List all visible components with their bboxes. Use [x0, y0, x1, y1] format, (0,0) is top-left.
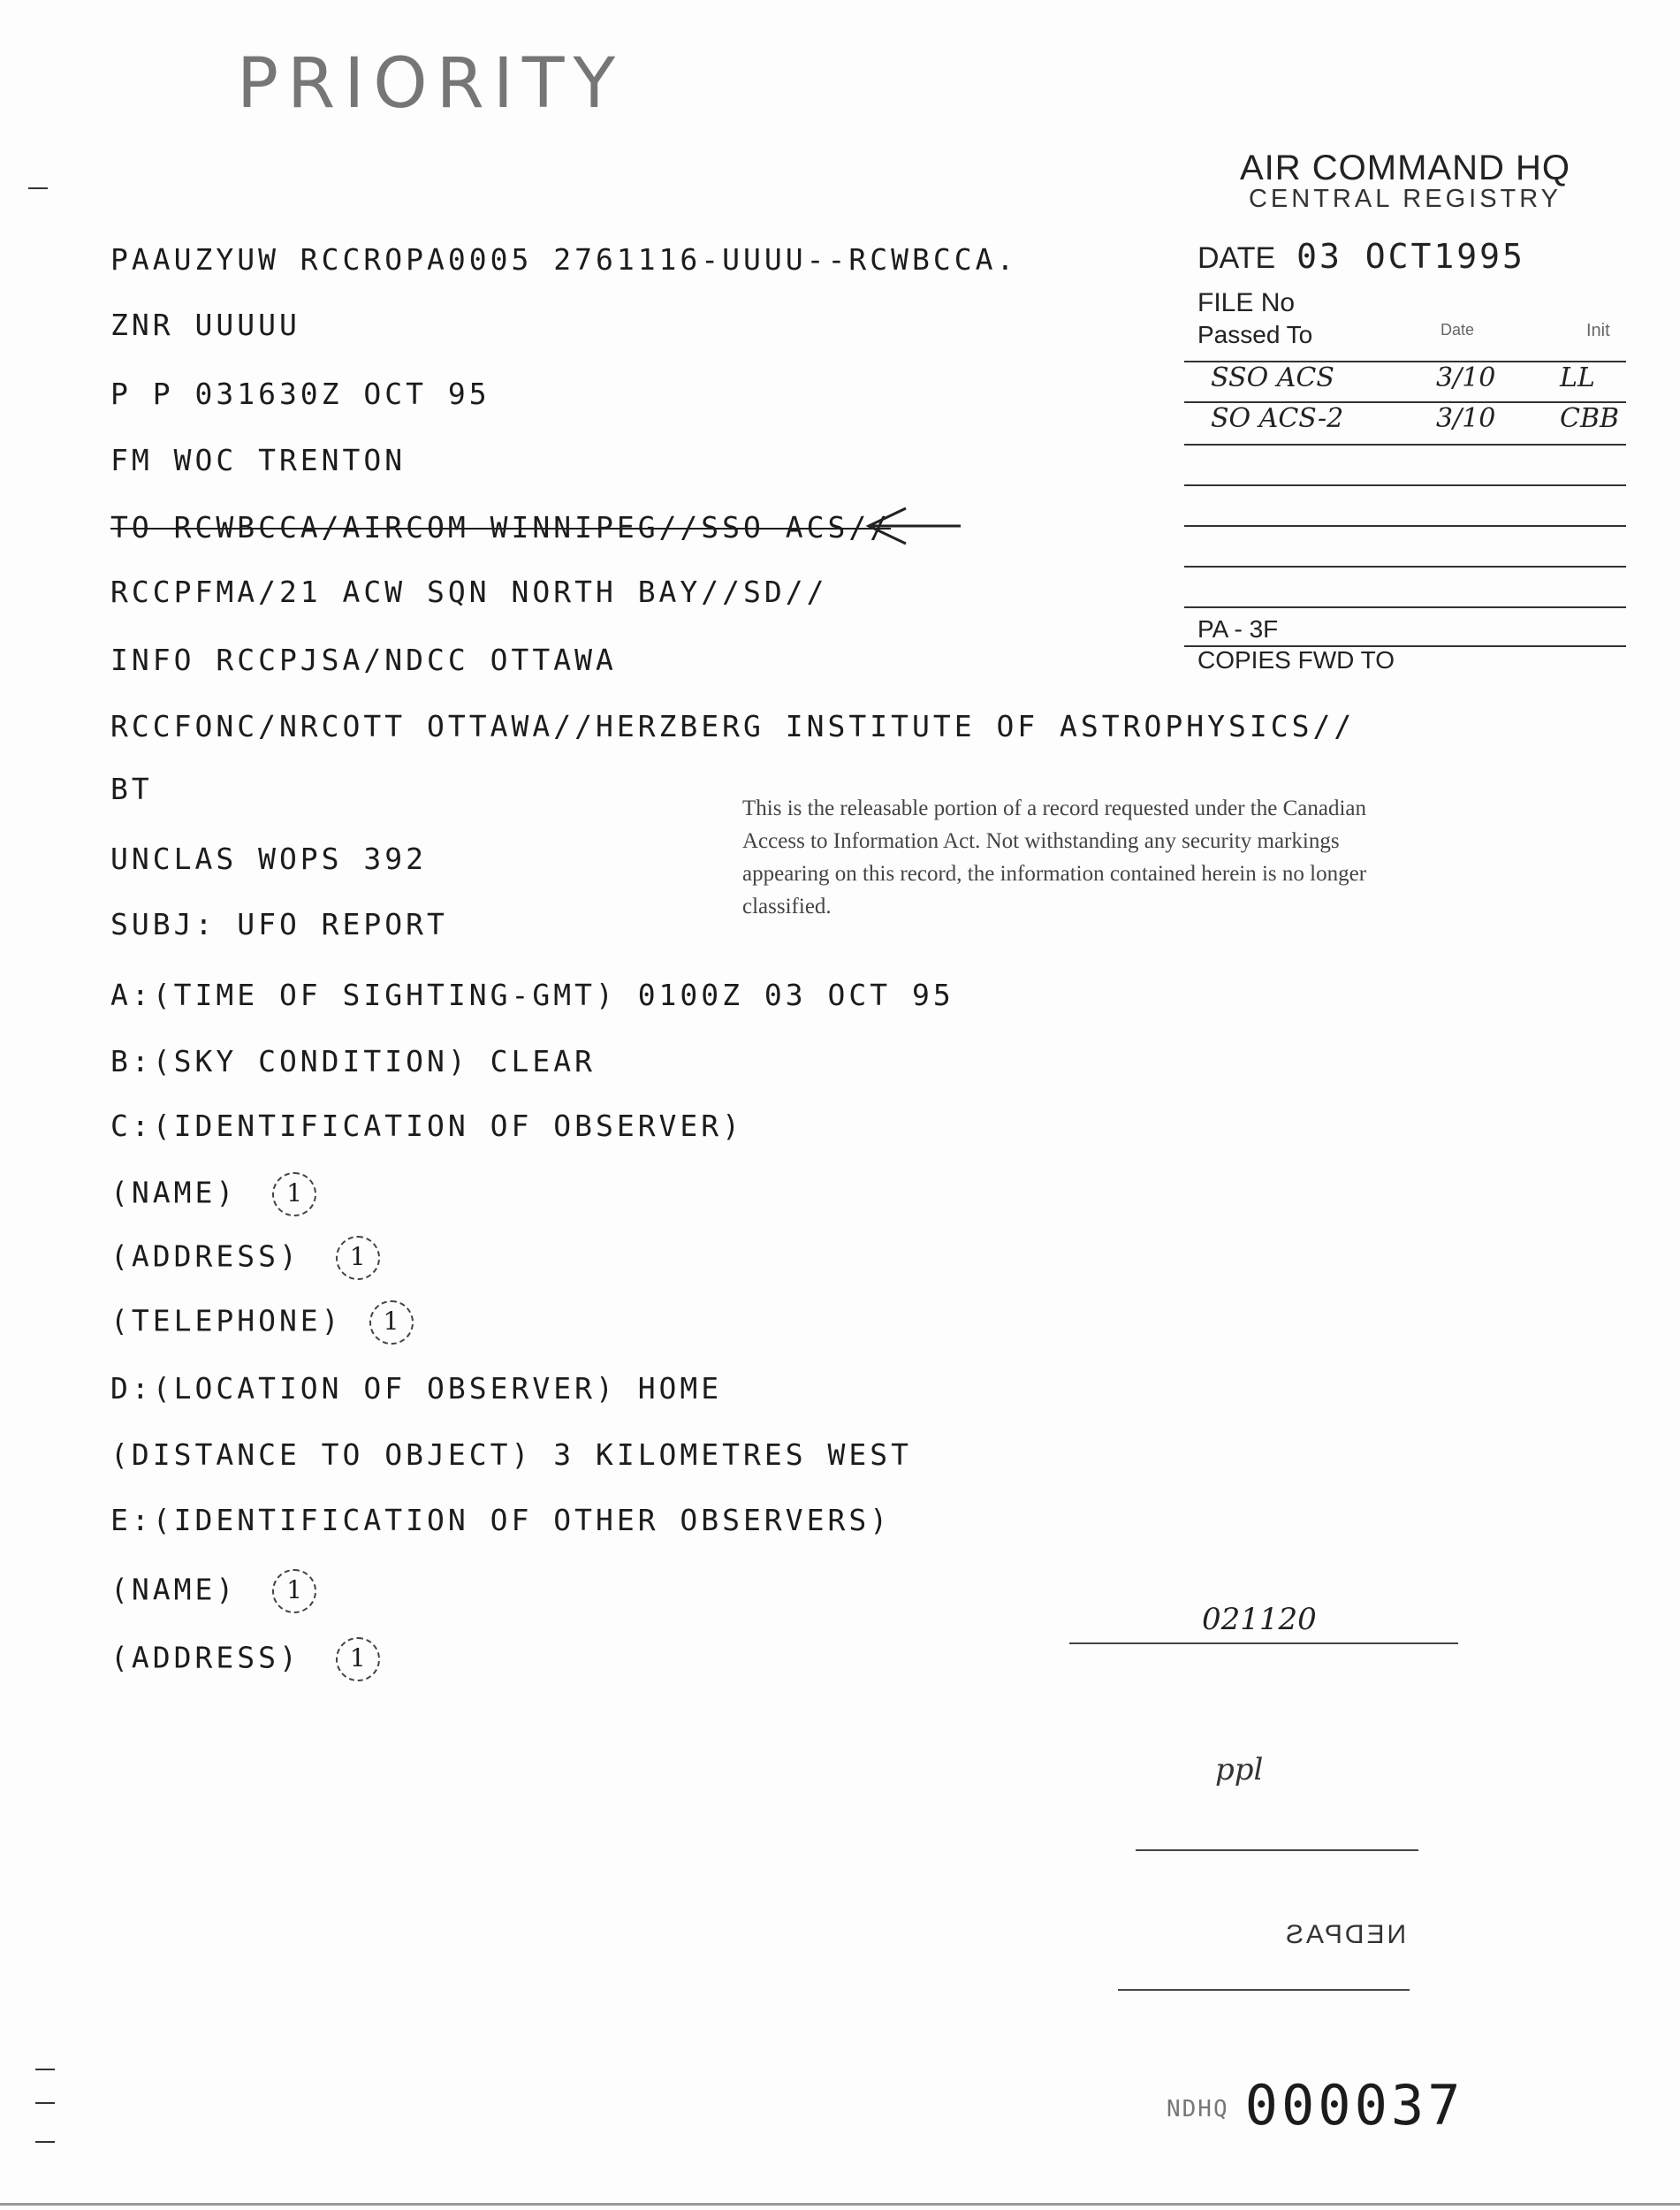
distance-line: (DISTANCE TO OBJECT) 3 KILOMETRES WEST: [110, 1437, 912, 1472]
precedence-line: P P 031630Z OCT 95: [110, 377, 490, 411]
info-line: INFO RCCPJSA/NDCC OTTAWA: [110, 643, 617, 677]
observer-name-label: (NAME): [110, 1175, 238, 1210]
received-stamp: NEDPAS: [1283, 1920, 1407, 1949]
znr-line: ZNR UUUUU: [110, 308, 300, 342]
stamp-file-label: FILE No: [1197, 288, 1296, 317]
release-notice: This is the releasable portion of a record requested under the Canadian Access to Information Act. Not withstanding any security markings appearing on this record, the information contained herein is no longer classified.: [742, 796, 1367, 918]
exemption-mark: 1: [272, 1172, 316, 1216]
registry-stamp: [1184, 149, 1626, 674]
stamp-rule: [1184, 484, 1626, 486]
observer-telephone-label: (TELEPHONE): [110, 1303, 343, 1338]
scan-bottom-edge: [0, 2203, 1680, 2206]
scan-mark: [35, 2069, 55, 2070]
priority-stamp: PRIORITY: [237, 44, 625, 124]
scan-mark: [28, 187, 48, 189]
exemption-mark: 1: [369, 1300, 414, 1345]
observer-address-label: (ADDRESS): [110, 1238, 300, 1274]
sky-condition-line: B:(SKY CONDITION) CLEAR: [110, 1044, 596, 1078]
info-line-2: RCCFONC/NRCOTT OTTAWA//HERZBERG INSTITUTE OF ASTROPHYSICS//: [110, 709, 1356, 743]
exemption-mark: 1: [336, 1236, 380, 1280]
page-number-value: 000037: [1244, 2073, 1464, 2138]
stamp-rule: [1184, 566, 1626, 568]
observer-name-line: [110, 1172, 316, 1216]
stamp-entry-to: SSO ACS: [1211, 362, 1334, 393]
annotation-rule: [1136, 1849, 1418, 1851]
bt-line: BT: [110, 772, 153, 806]
scan-mark: [35, 2141, 55, 2143]
page-number: [1167, 2073, 1464, 2138]
subject-line: SUBJ: UFO REPORT: [110, 907, 448, 941]
annotation-rule: [1118, 1989, 1410, 1991]
to-line-text: TO RCWBCCA/AIRCOM WINNIPEG//SSO ACS//: [110, 510, 892, 545]
stamp-title: AIR COMMAND HQ: [1240, 149, 1570, 187]
handwritten-initials: ppl: [1215, 1752, 1264, 1787]
stamp-passed-to: [1197, 321, 1610, 349]
stamp-pa-label: PA - 3F: [1197, 615, 1279, 643]
stamp-entry-init: LL: [1560, 362, 1595, 393]
stamp-copies-label: COPIES FWD TO: [1197, 646, 1395, 674]
stamp-rule: [1184, 525, 1626, 527]
annotation-rule: [1069, 1642, 1458, 1644]
stamp-rule: [1184, 444, 1626, 446]
stamp-rule: [1184, 606, 1626, 608]
stamp-date-value: 03 OCT1995: [1296, 237, 1525, 276]
stamp-entry-to: SO ACS-2: [1211, 403, 1344, 434]
stamp-date: [1197, 237, 1525, 276]
stamp-entry-date: 3/10: [1436, 403, 1496, 434]
from-line: FM WOC TRENTON: [110, 443, 407, 477]
scan-mark: [35, 2102, 55, 2104]
other-address-label: (ADDRESS): [110, 1640, 300, 1675]
other-address-line: [110, 1637, 380, 1681]
exemption-mark: 1: [336, 1637, 380, 1681]
stamp-subtitle: CENTRAL REGISTRY: [1248, 185, 1562, 213]
stamp-entry-init: CBB: [1560, 403, 1620, 434]
handwritten-number: 021120: [1202, 1602, 1317, 1637]
time-of-sighting-line: A:(TIME OF SIGHTING-GMT) 0100Z 03 OCT 95: [110, 978, 954, 1012]
stamp-date-label: DATE: [1197, 241, 1276, 275]
observer-identification-line: C:(IDENTIFICATION OF OBSERVER): [110, 1109, 744, 1143]
stamp-passed-to-label: Passed To: [1197, 321, 1313, 348]
page-number-prefix: NDHQ: [1167, 2095, 1229, 2122]
routing-line: PAAUZYUW RCCROPA0005 2761116-UUUU--RCWBCCA.: [110, 242, 1018, 277]
other-observers-line: E:(IDENTIFICATION OF OTHER OBSERVERS): [110, 1503, 892, 1537]
stamp-init-column-label: Init: [1586, 321, 1610, 340]
to-line: [110, 510, 891, 545]
observer-location-line: D:(LOCATION OF OBSERVER) HOME: [110, 1371, 723, 1406]
stamp-entry-date: 3/10: [1436, 362, 1496, 393]
observer-address-line: [110, 1236, 380, 1280]
other-name-label: (NAME): [110, 1572, 238, 1607]
exemption-mark: 1: [272, 1569, 316, 1613]
classification-line: UNCLAS WOPS 392: [110, 842, 428, 876]
to-line-2: RCCPFMA/21 ACW SQN NORTH BAY//SD//: [110, 575, 828, 609]
observer-telephone-line: [110, 1300, 414, 1345]
other-name-line: [110, 1569, 316, 1613]
arrow-icon: [862, 504, 963, 548]
stamp-date-column-label: Date: [1441, 321, 1475, 339]
